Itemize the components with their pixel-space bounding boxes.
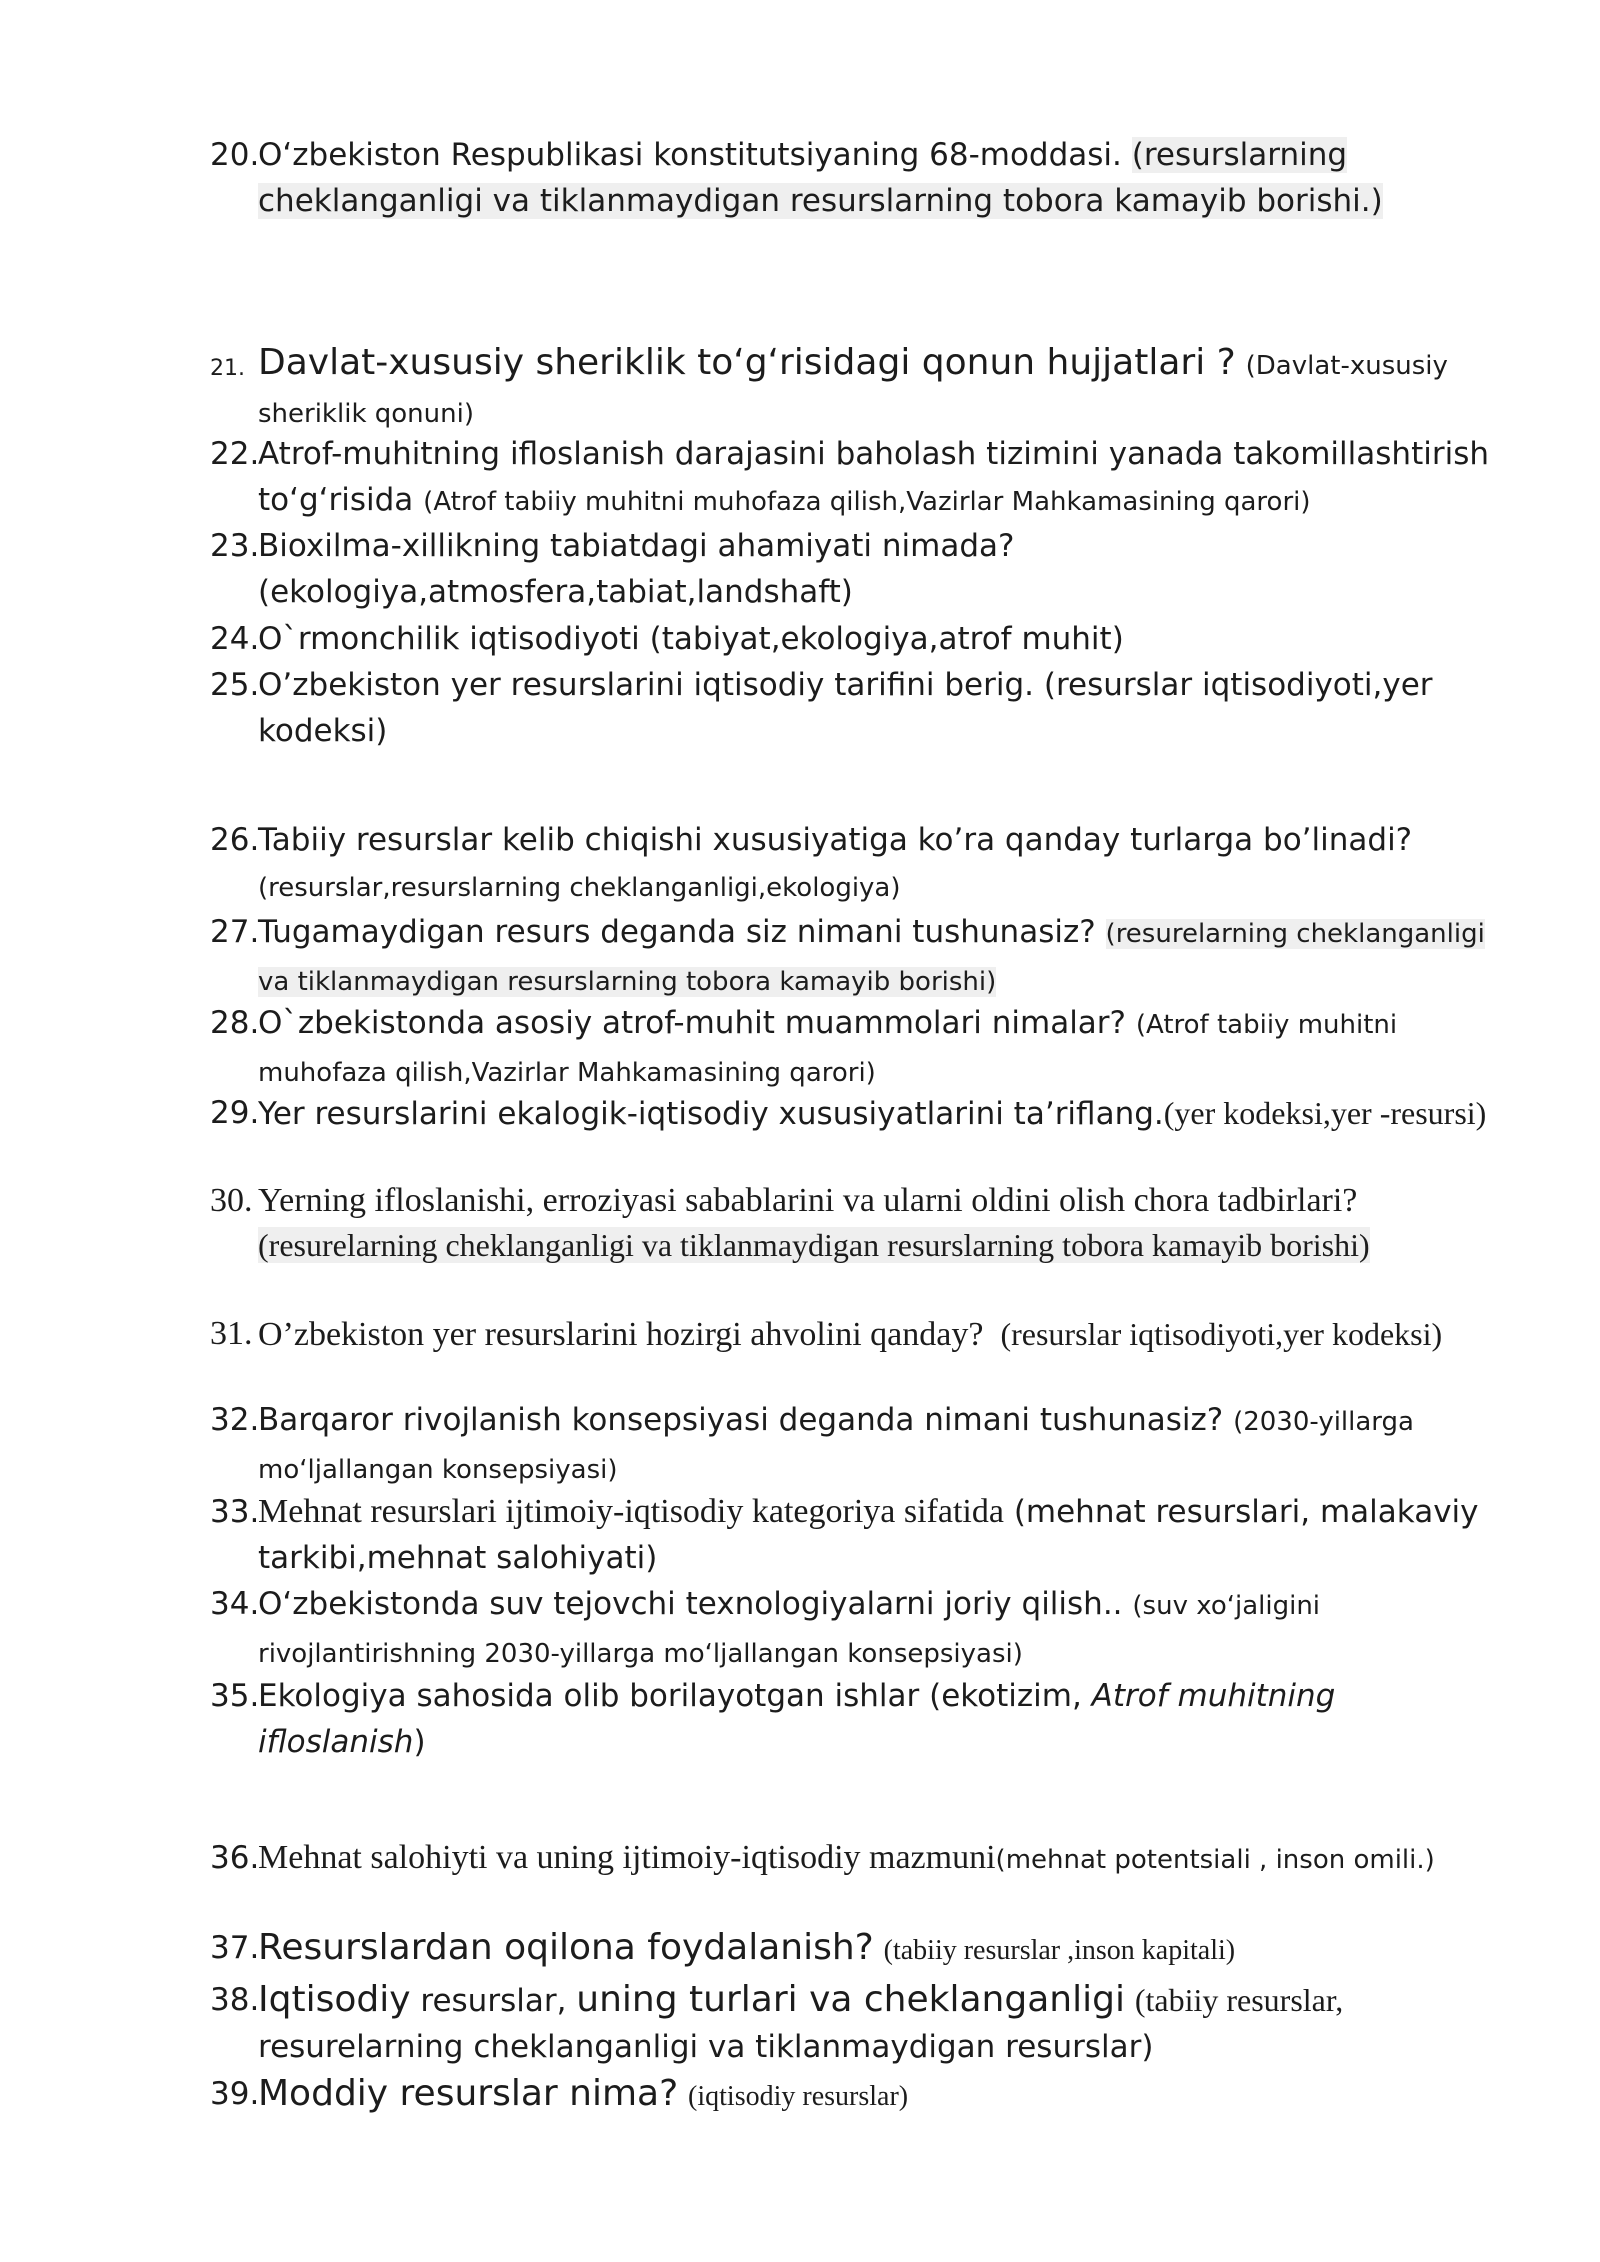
question-text: Tugamaydigan resurs deganda siz nimani tushunasiz? (258, 914, 1096, 950)
list-item (210, 662, 1500, 754)
answer-note: (resurslar iqtisodiyoti,yer kodeksi) (258, 667, 1433, 749)
question-text: Mehnat resurslari ijtimoiy-iqtisodiy kategoriya sifatida (258, 1493, 1004, 1530)
item-number: 32. (210, 1402, 260, 1438)
question-text: Resurslardan oqilona foydalanish? (258, 1927, 874, 1968)
answer-note-italic: Atrof muhitning ifloslanish (258, 1678, 1336, 1760)
question-text: Iqtisodiy (258, 1979, 411, 2020)
question-text: O`zbekistonda asosiy atrof-muhit muammolari nimalar? (258, 1005, 1126, 1041)
answer-note: (mehnat potentsiali , inson omili.) (995, 1845, 1435, 1875)
list-item (210, 1179, 1500, 1268)
item-number: 31. (210, 1315, 253, 1352)
list-item (210, 1977, 1500, 2070)
question-text: Davlat-xususiy sheriklik to‘g‘risidagi qonun hujjatlari ? (258, 342, 1236, 383)
item-number: 30. (210, 1182, 253, 1219)
list-item (210, 1835, 1500, 1883)
answer-note: (ekologiya,atmosfera,tabiat,landshaft) (258, 574, 853, 610)
item-number: 21. (210, 356, 245, 381)
question-text: Tabiiy resurslar kelib chiqishi xususiyatiga ko’ra qanday turlarga bo’linadi? (258, 822, 1413, 858)
list-item (210, 1673, 1500, 1765)
item-number: 24. (210, 621, 260, 657)
answer-note: (resurslarning cheklanganligi va tiklanmaydigan resurslarning tobora kamayib borishi.) (258, 137, 1383, 219)
answer-note: (ekotizim, (929, 1678, 1082, 1714)
question-text: Atrof-muhitning ifloslanish darajasini baholash tizimini yanada takomillashtirish to‘g‘risida (258, 436, 1489, 518)
list-item (210, 2071, 1500, 2120)
list-item (210, 817, 1500, 911)
question-text: O`rmonchilik iqtisodiyoti (258, 621, 640, 657)
answer-note: (resurslar iqtisodiyoti,yer kodeksi) (1000, 1316, 1443, 1352)
list-item (210, 1397, 1500, 1493)
item-number: 38. (210, 1982, 260, 2018)
answer-note: (tabiiy resurslar, (1134, 1982, 1344, 2018)
list-item (210, 132, 1500, 224)
item-number: 22. (210, 436, 260, 472)
list-item (210, 523, 1500, 615)
item-number: 26. (210, 822, 260, 858)
question-text: O’zbekiston yer resurslarini hozirgi ahvolini qanday? (258, 1316, 984, 1353)
answer-note: (Davlat-xususiy sheriklik qonuni) (258, 351, 1448, 429)
answer-note-end: ) (413, 1724, 426, 1760)
answer-note: (suv xo‘jaligini rivojlantirishning 2030-yillarga mo‘ljallangan konsepsiyasi) (258, 1591, 1321, 1669)
question-text: Bioxilma-xillikning tabiatdagi ahamiyati nimada? (258, 528, 1015, 564)
list-item (210, 616, 1500, 662)
list-item (210, 1000, 1500, 1096)
item-number: 36. (210, 1840, 260, 1876)
item-number: 25. (210, 667, 260, 703)
item-number: 37. (210, 1930, 260, 1966)
item-number: 33. (210, 1494, 260, 1530)
question-text: O‘zbekiston Respublikasi konstitutsiyaning 68-moddasi. (258, 137, 1122, 173)
answer-note: (iqtisodiy resurslar) (688, 2081, 909, 2112)
item-number: 20. (210, 137, 260, 173)
answer-note: (resurslar,resurslarning cheklanganligi,ekologiya) (258, 873, 901, 903)
answer-note: (tabiyat,ekologiya,atrof muhit) (649, 621, 1124, 657)
answer-note-cont: resurelarning cheklanganligi va tiklanmaydigan resurslar) (258, 2029, 1154, 2065)
question-text: Moddiy resurslar nima? (258, 2073, 679, 2114)
answer-note: (tabiiy resurslar ,inson kapitali) (883, 1935, 1236, 1966)
item-number: 39. (210, 2076, 260, 2112)
question-text: Mehnat salohiyti va uning ijtimoiy-iqtisodiy mazmuni (258, 1839, 996, 1876)
list-item (210, 340, 1500, 437)
answer-note: (mehnat resurslari, malakaviy tarkibi,mehnat salohiyati) (258, 1494, 1479, 1576)
answer-note: (Atrof tabiiy muhitni muhofaza qilish,Vazirlar Mahkamasining qarori) (423, 487, 1311, 517)
item-number: 28. (210, 1005, 260, 1041)
question-text: Yerning ifloslanishi, erroziyasi sabablarini va ularni oldini olish chora tadbirlari? (258, 1182, 1358, 1219)
item-number: 23. (210, 528, 260, 564)
list-item (210, 1581, 1500, 1677)
question-text: Yer resurslarini ekalogik-iqtisodiy xususiyatlarini ta’riflang. (258, 1096, 1164, 1132)
list-item (210, 431, 1500, 525)
answer-note: (yer kodeksi,yer -resursi) (1163, 1095, 1487, 1131)
list-item (210, 1312, 1500, 1357)
list-item (210, 1489, 1500, 1581)
item-number: 35. (210, 1678, 260, 1714)
list-item (210, 1925, 1500, 1974)
question-text: Ekologiya sahosida olib borilayotgan ishlar (258, 1678, 920, 1714)
list-item (210, 909, 1500, 1005)
item-number: 27. (210, 914, 260, 950)
question-text-end: uning turlari va cheklanganligi (576, 1979, 1125, 2020)
answer-note: (resurelarning cheklanganligi va tiklanmaydigan resurslarning tobora kamayib borishi) (258, 1227, 1370, 1263)
question-text-small: resurslar, (420, 1983, 567, 2019)
item-number: 29. (210, 1095, 260, 1131)
list-item (210, 1090, 1500, 1137)
question-text: Barqaror rivojlanish konsepsiyasi deganda nimani tushunasiz? (258, 1402, 1224, 1438)
question-text: O’zbekiston yer resurslarini iqtisodiy tarifini berig. (258, 667, 1034, 703)
answer-note: (2030-yillarga mo‘ljallangan konsepsiyasi) (258, 1407, 1414, 1485)
question-text: O‘zbekistonda suv tejovchi texnologiyalarni joriy qilish.. (258, 1586, 1123, 1622)
item-number: 34. (210, 1586, 260, 1622)
answer-note: (Atrof tabiiy muhitni muhofaza qilish,Vazirlar Mahkamasining qarori) (258, 1010, 1398, 1088)
answer-note: (resurelarning cheklanganligi va tiklanmaydigan resurslarning tobora kamayib borishi) (258, 919, 1485, 997)
